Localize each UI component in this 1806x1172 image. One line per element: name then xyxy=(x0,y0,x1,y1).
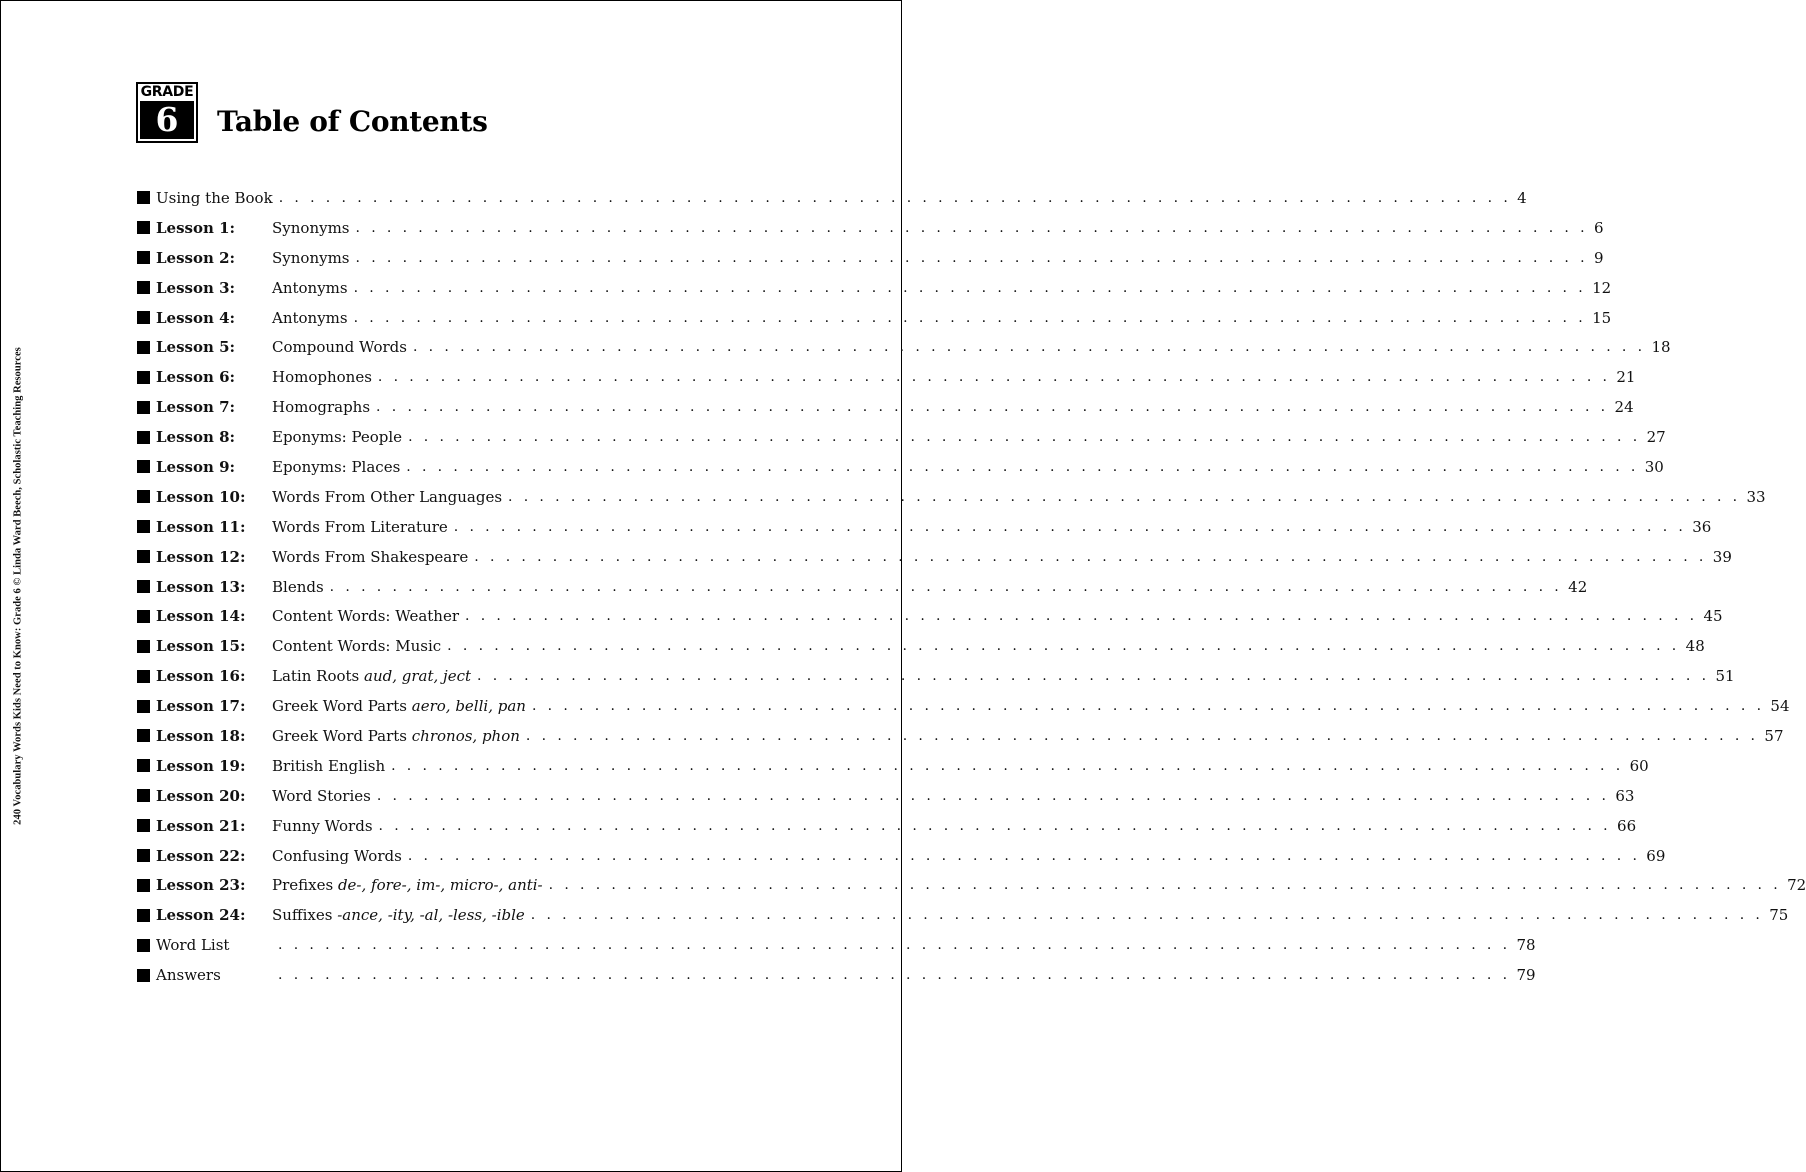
toc-entry-title xyxy=(272,756,385,776)
dot-leader: . . . . . . . . . . . . . . . . . . . . . . . . . . . . . . . . . . . . . . . . . . . . . . . . . . . . . . . . . . . . . . . . . . . . . . . . . . . . . . . xyxy=(353,279,1587,296)
toc-entry-label: Lesson 3: xyxy=(156,278,236,297)
toc-entry-page: 18 xyxy=(1651,338,1671,357)
square-bullet-icon xyxy=(137,460,150,473)
toc-entry-page: 54 xyxy=(1770,697,1790,716)
toc-entry-title-text: Words From Other Languages xyxy=(272,487,503,506)
toc-entry-title xyxy=(272,517,448,537)
toc-entry[interactable] xyxy=(137,601,1723,631)
square-bullet-icon xyxy=(137,281,150,294)
square-bullet-icon xyxy=(137,670,150,683)
square-bullet-icon xyxy=(137,879,150,892)
toc-entry-title-text: Compound Words xyxy=(272,338,407,357)
toc-entry[interactable] xyxy=(137,512,1712,542)
toc-entry[interactable] xyxy=(137,332,1671,362)
square-bullet-icon xyxy=(137,700,150,713)
toc-entry-title xyxy=(272,337,407,357)
toc-entry-title xyxy=(272,218,350,238)
toc-entry-title xyxy=(272,606,459,626)
toc-entry-title xyxy=(272,547,468,567)
square-bullet-icon xyxy=(137,789,150,802)
toc-entry-label: Lesson 4: xyxy=(156,308,236,327)
toc-entry-title-text: Prefixes xyxy=(272,876,338,895)
dot-leader: . . . . . . . . . . . . . . . . . . . . . . . . . . . . . . . . . . . . . . . . . . . . . . . . . . . . . . . . . . . . . . . . . . . . . . . . . . . . . . . xyxy=(278,937,1511,954)
toc-entry-title xyxy=(272,875,543,895)
toc-entry-title xyxy=(272,367,372,387)
toc-entry-title-text: Blends xyxy=(272,577,324,596)
toc-entry-label: Lesson 16: xyxy=(156,667,246,686)
square-bullet-icon xyxy=(137,729,150,742)
dot-leader: . . . . . . . . . . . . . . . . . . . . . . . . . . . . . . . . . . . . . . . . . . . . . . . . . . . . . . . . . . . . . . . . . . . . . . . . . . . . . . . xyxy=(353,309,1587,326)
toc-entry-label: Using the Book xyxy=(156,188,273,207)
toc-entry-label: Lesson 9: xyxy=(156,457,236,476)
dot-leader: . . . . . . . . . . . . . . . . . . . . . . . . . . . . . . . . . . . . . . . . . . . . . . . . . . . . . . . . . . . . . . . . . . . . . . . . . . . . . . . xyxy=(355,249,1588,266)
toc-entry-label: Lesson 15: xyxy=(156,637,246,656)
toc-entry-page: 6 xyxy=(1593,218,1604,237)
dot-leader: . . . . . . . . . . . . . . . . . . . . . . . . . . . . . . . . . . . . . . . . . . . . . . . . . . . . . . . . . . . . . . . . . . . . . . . . . . . . . . . xyxy=(453,518,1687,535)
toc-entry[interactable] xyxy=(137,362,1636,392)
toc-entry-title xyxy=(272,696,526,716)
toc-entry[interactable] xyxy=(137,661,1735,691)
toc-entry[interactable] xyxy=(137,930,1536,960)
toc-entry-title-text: British English xyxy=(272,756,386,775)
toc-entry-title-text: Content Words: Weather xyxy=(272,607,460,626)
toc-entry-page: 69 xyxy=(1646,846,1666,865)
toc-entry-title xyxy=(272,248,350,268)
dot-leader: . . . . . . . . . . . . . . . . . . . . . . . . . . . . . . . . . . . . . . . . . . . . . . . . . . . . . . . . . . . . . . . . . . . . . . . . . . . . . . . xyxy=(355,219,1588,236)
dot-leader: . . . . . . . . . . . . . . . . . . . . . . . . . . . . . . . . . . . . . . . . . . . . . . . . . . . . . . . . . . . . . . . . . . . . . . . . . . . . . . . xyxy=(278,967,1511,984)
toc-entry-label: Lesson 12: xyxy=(156,547,246,566)
toc-entry-label: Lesson 18: xyxy=(156,726,246,745)
toc-entry-page: 33 xyxy=(1746,487,1766,506)
toc-entry-title-text: Synonyms xyxy=(272,248,350,267)
dot-leader: . . . . . . . . . . . . . . . . . . . . . . . . . . . . . . . . . . . . . . . . . . . . . . . . . . . . . . . . . . . . . . . . . . . . . . . . . . . . . . . xyxy=(407,847,1641,864)
toc-entry-page: 51 xyxy=(1715,667,1735,686)
toc-entry-label: Lesson 13: xyxy=(156,577,246,596)
square-bullet-icon xyxy=(137,550,150,563)
square-bullet-icon xyxy=(137,520,150,533)
side-credit: 240 Vocabulary Words Kids Need to Know: Grade 6 © Linda Ward Beech, Scholastic Teaching Resources xyxy=(12,347,24,825)
toc-entry-title-italic: chronos, phon xyxy=(411,726,520,745)
toc-entry-page: 66 xyxy=(1617,816,1637,835)
toc-entry-title-text: Eponyms: People xyxy=(272,428,403,447)
toc-entry-label: Lesson 1: xyxy=(156,218,236,237)
toc-entry[interactable] xyxy=(137,631,1705,661)
square-bullet-icon xyxy=(137,401,150,414)
toc-entry-title xyxy=(272,726,520,746)
toc-entry-title xyxy=(272,846,402,866)
dot-leader: . . . . . . . . . . . . . . . . . . . . . . . . . . . . . . . . . . . . . . . . . . . . . . . . . . . . . . . . . . . . . . . . . . . . . . . . . . . . . . . xyxy=(377,369,1611,386)
toc-entry[interactable] xyxy=(137,960,1536,990)
toc-entry-label: Lesson 11: xyxy=(156,517,246,536)
toc-entry-title xyxy=(272,308,348,328)
toc-entry[interactable] xyxy=(137,183,1527,213)
square-bullet-icon xyxy=(137,580,150,593)
table-of-contents xyxy=(137,183,1806,990)
toc-entry-title-text: Antonyms xyxy=(272,278,348,297)
toc-entry-title-text: Words From Shakespeare xyxy=(272,547,469,566)
toc-entry-title-text: Synonyms xyxy=(272,218,350,237)
toc-entry[interactable] xyxy=(137,572,1588,602)
toc-entry-title xyxy=(272,457,400,477)
toc-entry-title xyxy=(272,636,441,656)
toc-entry-label: Lesson 5: xyxy=(156,338,236,357)
toc-entry-title-text: Content Words: Music xyxy=(272,637,442,656)
square-bullet-icon xyxy=(137,819,150,832)
grade-badge xyxy=(136,82,198,143)
toc-entry-title xyxy=(272,427,402,447)
square-bullet-icon xyxy=(137,431,150,444)
toc-entry-title-text: Homographs xyxy=(272,398,371,417)
toc-entry-title xyxy=(272,487,502,507)
toc-entry-title-text: Antonyms xyxy=(272,308,348,327)
toc-entry-title-text: Homophones xyxy=(272,368,372,387)
toc-entry-page: 79 xyxy=(1516,966,1536,985)
toc-entry-page: 72 xyxy=(1787,876,1806,895)
toc-entry-title-italic: de-, fore-, im-, micro-, anti- xyxy=(337,876,543,895)
dot-leader: . . . . . . . . . . . . . . . . . . . . . . . . . . . . . . . . . . . . . . . . . . . . . . . . . . . . . . . . . . . . . . . . . . . . . . . . . . . . . . . xyxy=(376,399,1609,416)
toc-entry-label: Lesson 23: xyxy=(156,876,246,895)
toc-entry-label: Lesson 22: xyxy=(156,846,246,865)
toc-entry[interactable] xyxy=(137,213,1604,243)
toc-entry-page: 30 xyxy=(1644,457,1664,476)
toc-entry-page: 21 xyxy=(1616,368,1636,387)
square-bullet-icon xyxy=(137,221,150,234)
toc-entry-page: 27 xyxy=(1646,428,1666,447)
toc-entry-title-text: Suffixes xyxy=(272,906,338,925)
toc-entry-title xyxy=(272,397,370,417)
square-bullet-icon xyxy=(137,251,150,264)
square-bullet-icon xyxy=(137,909,150,922)
dot-leader: . . . . . . . . . . . . . . . . . . . . . . . . . . . . . . . . . . . . . . . . . . . . . . . . . . . . . . . . . . . . . . . . . . . . . . . . . . . . . . . xyxy=(465,608,1698,625)
toc-entry-title-text: Eponyms: Places xyxy=(272,457,401,476)
toc-entry-page: 42 xyxy=(1568,577,1588,596)
toc-entry-page: 75 xyxy=(1769,906,1789,925)
dot-leader: . . . . . . . . . . . . . . . . . . . . . . . . . . . . . . . . . . . . . . . . . . . . . . . . . . . . . . . . . . . . . . . . . . . . . . . . . . . . . . . xyxy=(278,189,1512,206)
dot-leader: . . . . . . . . . . . . . . . . . . . . . . . . . . . . . . . . . . . . . . . . . . . . . . . . . . . . . . . . . . . . . . . . . . . . . . . . . . . . . . . xyxy=(408,429,1641,446)
toc-entry[interactable] xyxy=(137,422,1666,452)
grade-label: GRADE xyxy=(140,84,194,100)
dot-leader: . . . . . . . . . . . . . . . . . . . . . . . . . . . . . . . . . . . . . . . . . . . . . . . . . . . . . . . . . . . . . . . . . . . . . . . . . . . . . . . xyxy=(412,339,1646,356)
square-bullet-icon xyxy=(137,610,150,623)
toc-entry[interactable] xyxy=(137,841,1666,871)
dot-leader: . . . . . . . . . . . . . . . . . . . . . . . . . . . . . . . . . . . . . . . . . . . . . . . . . . . . . . . . . . . . . . . . . . . . . . . . . . . . . . . xyxy=(477,668,1710,685)
toc-entry-page: 4 xyxy=(1517,188,1527,207)
toc-entry-title-text: Word Stories xyxy=(272,786,371,805)
toc-entry[interactable] xyxy=(137,542,1732,572)
toc-entry[interactable] xyxy=(137,482,1766,512)
square-bullet-icon xyxy=(137,640,150,653)
square-bullet-icon xyxy=(137,191,150,204)
toc-entry-page: 57 xyxy=(1764,726,1784,745)
toc-entry-label: Lesson 7: xyxy=(156,398,236,417)
toc-entry-title-text: Funny Words xyxy=(272,816,373,835)
toc-entry-title xyxy=(272,577,324,597)
dot-leader: . . . . . . . . . . . . . . . . . . . . . . . . . . . . . . . . . . . . . . . . . . . . . . . . . . . . . . . . . . . . . . . . . . . . . . . . . . . . . . . xyxy=(530,907,1764,924)
toc-entry-title-text: Confusing Words xyxy=(272,846,402,865)
toc-entry-page: 15 xyxy=(1592,308,1612,327)
toc-entry-label: Lesson 21: xyxy=(156,816,246,835)
toc-entry-label: Lesson 20: xyxy=(156,786,246,805)
toc-entry-label: Lesson 8: xyxy=(156,428,236,447)
toc-entry-label: Lesson 6: xyxy=(156,368,236,387)
toc-entry-page: 60 xyxy=(1629,756,1649,775)
toc-entry-page: 45 xyxy=(1703,607,1723,626)
toc-entry[interactable] xyxy=(137,243,1604,273)
square-bullet-icon xyxy=(137,490,150,503)
toc-entry[interactable] xyxy=(137,811,1637,841)
toc-entry-title-italic: -ance, -ity, -al, -less, -ible xyxy=(337,906,525,925)
toc-entry[interactable] xyxy=(137,452,1664,482)
toc-entry[interactable] xyxy=(137,303,1612,333)
toc-entry-label: Answers xyxy=(156,966,221,985)
toc-entry-title-text: Words From Literature xyxy=(272,517,448,536)
toc-entry[interactable] xyxy=(137,273,1612,303)
dot-leader: . . . . . . . . . . . . . . . . . . . . . . . . . . . . . . . . . . . . . . . . . . . . . . . . . . . . . . . . . . . . . . . . . . . . . . . . . . . . . . . xyxy=(474,548,1707,565)
square-bullet-icon xyxy=(137,311,150,324)
square-bullet-icon xyxy=(137,849,150,862)
toc-entry-title-text: Latin Roots xyxy=(272,667,365,686)
toc-entry[interactable] xyxy=(137,392,1634,422)
toc-entry-label: Lesson 10: xyxy=(156,487,246,506)
square-bullet-icon xyxy=(137,969,150,982)
toc-entry-page: 78 xyxy=(1516,936,1536,955)
dot-leader: . . . . . . . . . . . . . . . . . . . . . . . . . . . . . . . . . . . . . . . . . . . . . . . . . . . . . . . . . . . . . . . . . . . . . . . . . . . . . . . xyxy=(391,757,1624,774)
toc-entry[interactable] xyxy=(137,870,1806,900)
toc-entry-title xyxy=(272,666,471,686)
toc-entry[interactable] xyxy=(137,751,1649,781)
toc-entry-title-italic: aud, grat, ject xyxy=(364,667,471,686)
square-bullet-icon xyxy=(137,939,150,952)
square-bullet-icon xyxy=(137,759,150,772)
toc-entry-title xyxy=(272,816,373,836)
toc-entry[interactable] xyxy=(137,721,1784,751)
toc-entry-page: 63 xyxy=(1615,786,1635,805)
dot-leader: . . . . . . . . . . . . . . . . . . . . . . . . . . . . . . . . . . . . . . . . . . . . . . . . . . . . . . . . . . . . . . . . . . . . . . . . . . . . . . . xyxy=(406,458,1639,475)
toc-entry-label: Lesson 14: xyxy=(156,607,246,626)
toc-entry-page: 48 xyxy=(1685,637,1705,656)
toc-entry-page: 9 xyxy=(1593,248,1604,267)
square-bullet-icon xyxy=(137,341,150,354)
toc-entry-label: Lesson 17: xyxy=(156,697,246,716)
toc-entry-title xyxy=(272,905,525,925)
dot-leader: . . . . . . . . . . . . . . . . . . . . . . . . . . . . . . . . . . . . . . . . . . . . . . . . . . . . . . . . . . . . . . . . . . . . . . . . . . . . . . . xyxy=(531,698,1765,715)
dot-leader: . . . . . . . . . . . . . . . . . . . . . . . . . . . . . . . . . . . . . . . . . . . . . . . . . . . . . . . . . . . . . . . . . . . . . . . . . . . . . . . xyxy=(447,638,1680,655)
dot-leader: . . . . . . . . . . . . . . . . . . . . . . . . . . . . . . . . . . . . . . . . . . . . . . . . . . . . . . . . . . . . . . . . . . . . . . . . . . . . . . . xyxy=(525,727,1759,744)
dot-leader: . . . . . . . . . . . . . . . . . . . . . . . . . . . . . . . . . . . . . . . . . . . . . . . . . . . . . . . . . . . . . . . . . . . . . . . . . . . . . . . xyxy=(378,817,1612,834)
dot-leader: . . . . . . . . . . . . . . . . . . . . . . . . . . . . . . . . . . . . . . . . . . . . . . . . . . . . . . . . . . . . . . . . . . . . . . . . . . . . . . . xyxy=(508,488,1741,505)
toc-entry-title xyxy=(272,786,371,806)
toc-entry-page: 12 xyxy=(1592,278,1612,297)
toc-entry-title-text: Greek Word Parts xyxy=(272,726,412,745)
toc-entry-title-text: Greek Word Parts xyxy=(272,697,412,716)
grade-number: 6 xyxy=(140,101,194,139)
toc-entry[interactable] xyxy=(137,691,1790,721)
dot-leader: . . . . . . . . . . . . . . . . . . . . . . . . . . . . . . . . . . . . . . . . . . . . . . . . . . . . . . . . . . . . . . . . . . . . . . . . . . . . . . . xyxy=(548,877,1782,894)
page-title: Table of Contents xyxy=(217,105,488,138)
toc-entry-page: 24 xyxy=(1614,398,1634,417)
square-bullet-icon xyxy=(137,371,150,384)
toc-entry-label: Word List xyxy=(156,936,230,955)
toc-entry-label: Lesson 2: xyxy=(156,248,236,267)
toc-entry-label: Lesson 24: xyxy=(156,906,246,925)
toc-entry-page: 36 xyxy=(1692,517,1712,536)
dot-leader: . . . . . . . . . . . . . . . . . . . . . . . . . . . . . . . . . . . . . . . . . . . . . . . . . . . . . . . . . . . . . . . . . . . . . . . . . . . . . . . xyxy=(376,787,1610,804)
toc-entry-title-italic: aero, belli, pan xyxy=(411,697,526,716)
toc-entry[interactable] xyxy=(137,900,1789,930)
toc-entry-page: 39 xyxy=(1712,547,1732,566)
dot-leader: . . . . . . . . . . . . . . . . . . . . . . . . . . . . . . . . . . . . . . . . . . . . . . . . . . . . . . . . . . . . . . . . . . . . . . . . . . . . . . . xyxy=(329,578,1563,595)
toc-entry-label: Lesson 19: xyxy=(156,756,246,775)
toc-entry[interactable] xyxy=(137,781,1635,811)
toc-entry-title xyxy=(272,278,348,298)
